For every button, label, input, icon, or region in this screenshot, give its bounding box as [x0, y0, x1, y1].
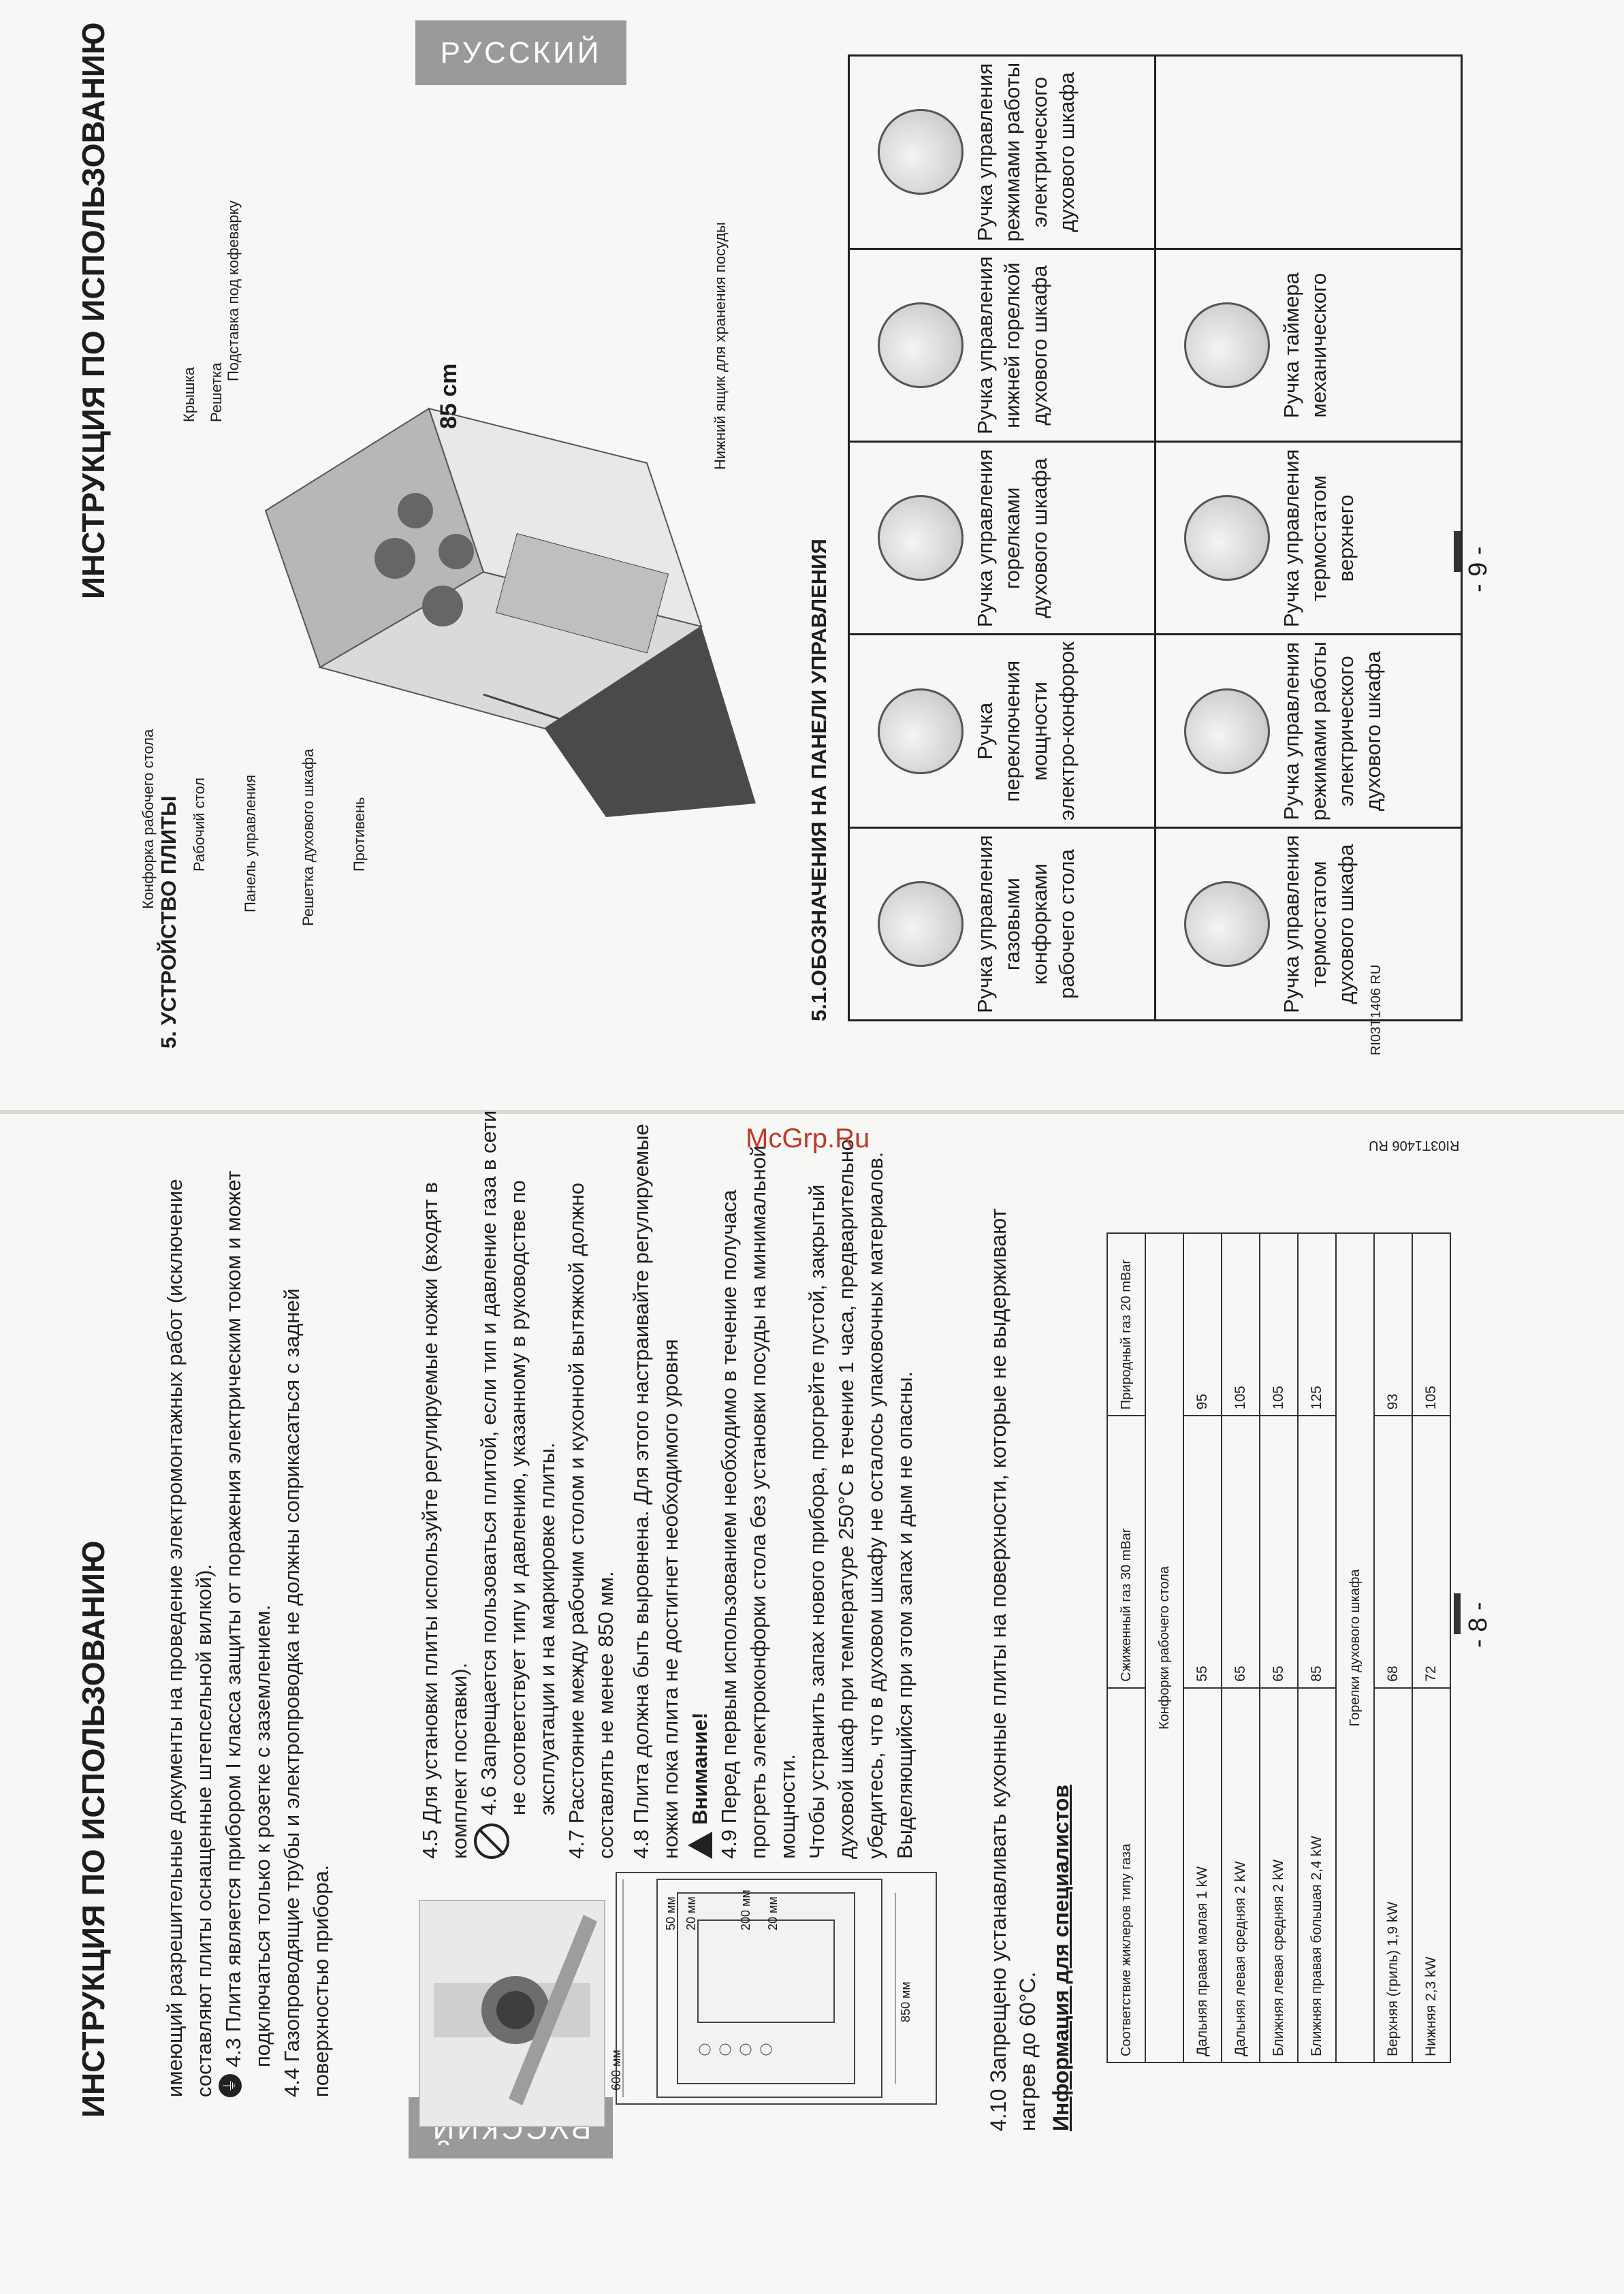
- knob-icon: [878, 302, 964, 388]
- ground-icon: ⏚: [219, 2074, 242, 2097]
- knob-row-1: [849, 56, 1156, 1021]
- header-ng: Природный газ 20 mBar: [1107, 1233, 1145, 1416]
- dim-20-a: 20 мм: [766, 1896, 780, 1930]
- label-control-panel: Панель управления: [242, 774, 259, 912]
- row-name: Дальняя левая средняя 2 kW: [1222, 1688, 1260, 2062]
- knob-cell: [849, 635, 1156, 828]
- section-oven-burners: Горелки духового шкафа: [1336, 1233, 1374, 2062]
- label-grate: Решетка: [208, 362, 225, 422]
- label-drawer: Нижний ящик для хранения посуды: [712, 222, 729, 470]
- cooker-drawing: [225, 286, 769, 817]
- row-name: Нижняя 2,3 kW: [1412, 1688, 1450, 2062]
- knob-label: Ручка управления нижней горелкой духового шкафа: [973, 256, 1051, 434]
- item-4-10: 4.10 Запрещено устанавливать кухонные плиты на поверхности, которые не выдерживают нагрев до 60°С.: [986, 1208, 1040, 2131]
- table-section-row: [1336, 1233, 1374, 2062]
- right-doc-code: RI03T1406 RU: [1369, 964, 1384, 1055]
- watermark: McGrp.Ru: [746, 1124, 870, 1153]
- row-ng: 93: [1374, 1233, 1412, 1416]
- knob-label: Ручка таймера механического: [1279, 272, 1331, 419]
- knob-label: Ручка управления режимами работы электрического духового шкафа: [1279, 641, 1385, 821]
- table-row: [1412, 1233, 1450, 2062]
- item-4-4: 4.4 Газопроводящие трубы и электропроводка не должны соприкасаться с задней поверхностью прибора.: [280, 1288, 333, 2097]
- row-name: Ближняя правая большая 2,4 kW: [1298, 1688, 1336, 2062]
- table-row: [1222, 1233, 1260, 2062]
- knob-icon: [878, 688, 964, 774]
- dim-20-b: 20 мм: [684, 1896, 698, 1930]
- knob-label: Ручка управления термостатом духового шкафа: [1279, 835, 1358, 1013]
- dim-200: 200 мм: [739, 1890, 752, 1930]
- left-doc-code: RI03T1406 RU: [1369, 1138, 1460, 1153]
- installation-diagram: [609, 1866, 943, 2111]
- item-4-3: ⏚ 4.3 Плита является прибором I класса защиты от поражения электрическим током и может подключаться только к розетке с заземлением.: [219, 1158, 277, 2097]
- knob-cell: [849, 249, 1156, 442]
- knob-cell: [849, 828, 1156, 1021]
- section-top-burners: Конфорки рабочего стола: [1145, 1233, 1183, 2062]
- knob-label: Ручка управления газовыми конфорками рабочего стола: [973, 835, 1079, 1013]
- knob-cell: [1156, 635, 1462, 828]
- language-tab-label: РУССКИЙ: [440, 35, 602, 69]
- left-bottom-block: [984, 1178, 1076, 2131]
- row-lpg: 65: [1222, 1416, 1260, 1688]
- item-4-6: 4.6 Запрещается пользоваться плитой, если тип и давление газа в сети не соответствует типу и давлению, указанному в руководстве по эксплуатации и на маркировке плиты.: [474, 1110, 562, 1859]
- right-page-number: - 9 -: [1464, 546, 1493, 592]
- left-middle-block: [415, 1110, 620, 1859]
- left-page-number: - 8 -: [1464, 1602, 1493, 1648]
- cooker-illustration: [225, 286, 769, 817]
- knob-table: [848, 54, 1463, 1021]
- row-ng: 105: [1222, 1233, 1260, 1416]
- left-intro-block: [160, 1158, 336, 2097]
- label-tray: Противень: [351, 797, 368, 872]
- row-name: Верхняя (гриль) 1,9 kW: [1374, 1688, 1412, 2062]
- header-nozzles: Соответствие жиклеров типу газа: [1107, 1688, 1145, 2062]
- knob-icon: [1184, 495, 1270, 581]
- language-tab-right: [415, 20, 626, 85]
- leg-illustration: [420, 1901, 604, 2126]
- row-name: Дальняя правая малая 1 kW: [1183, 1688, 1222, 2062]
- knob-label: Ручка управления горелками духового шкафа: [973, 449, 1051, 628]
- row-lpg: 65: [1260, 1416, 1298, 1688]
- right-page-title: ИНСТРУКЦИЯ ПО ИСПОЛЬЗОВАНИЮ: [76, 22, 111, 599]
- row-ng: 105: [1260, 1233, 1298, 1416]
- table-section-row: [1145, 1233, 1183, 2062]
- nozzle-table-wrapper: [1106, 1232, 1451, 2063]
- knob-cell: [849, 56, 1156, 249]
- table-row: [1183, 1233, 1222, 2062]
- table-header-row: [1107, 1233, 1145, 2062]
- dim-50: 50 мм: [664, 1896, 678, 1930]
- knob-cell-empty: [1156, 56, 1462, 249]
- section-51-heading: 5.1.ОБОЗНАЧЕНИЯ НА ПАНЕЛИ УПРАВЛЕНИЯ: [807, 539, 831, 1021]
- attention-line: Внимание!: [685, 1110, 714, 1859]
- intro-paragraph: имеющий разрешительные документы на проведение электромонтажных работ (исключение составляют плиты оснащенные штепсельной вилкой).: [163, 1179, 216, 2097]
- knob-cell: [1156, 442, 1462, 635]
- item-4-5: 4.5 Для установки плиты используйте регулируемые ножки (входят в комплект поставки).: [418, 1182, 471, 1859]
- knob-cell: [1156, 828, 1462, 1021]
- item-4-8: 4.8 Плита должна быть выровнена. Для этого настраивайте регулируемые ножки пока плита не достигнет необходимого уровня: [629, 1124, 682, 1859]
- row-lpg: 72: [1412, 1416, 1450, 1688]
- control-panel-legend: [848, 54, 1463, 1021]
- row-ng: 95: [1183, 1233, 1222, 1416]
- row-lpg: 55: [1183, 1416, 1222, 1688]
- specialists-heading: Информация для специалистов: [1049, 1784, 1073, 2131]
- table-row: [1374, 1233, 1412, 2062]
- table-row: [1260, 1233, 1298, 2062]
- label-cover: Крышка: [180, 367, 197, 422]
- knob-row-2: [1156, 56, 1462, 1021]
- adjustable-leg-image: [419, 1900, 605, 2127]
- row-name: Ближняя левая средняя 2 kW: [1260, 1688, 1298, 2062]
- knob-icon: [1184, 688, 1270, 774]
- nozzle-table: [1106, 1232, 1451, 2063]
- knob-label: Ручка переключения мощности электро-конфорок: [973, 641, 1079, 821]
- knob-label: Ручка управления режимами работы электрического духового шкафа: [973, 62, 1079, 242]
- item-4-7: 4.7 Расстояние между рабочим столом и кухонной вытяжкой должно составлять не менее 850 мм.: [564, 1182, 618, 1859]
- knob-icon: [878, 495, 964, 581]
- knob-label: Ручка управления термостатом верхнего: [1279, 449, 1358, 628]
- item-4-9-cont: Чтобы устранить запах нового прибора, прогрейте пустой, закрытый духовой шкаф при температуре 250°C в течение 1 часа, предварительно убедитесь, что в духовом шкафу не осталось упаковочных материалов. Выделяющийся при этом запах и дым не опасны.: [805, 1138, 917, 1859]
- label-burner: Конфорка рабочего стола: [140, 729, 157, 909]
- warning-icon: [688, 1832, 712, 1859]
- table-row: [1298, 1233, 1336, 2062]
- row-lpg: 85: [1298, 1416, 1336, 1688]
- knob-icon: [878, 109, 964, 195]
- row-lpg: 68: [1374, 1416, 1412, 1688]
- header-lpg: Сжиженный газ 30 mBar: [1107, 1416, 1145, 1688]
- dim-850: 850 мм: [899, 1981, 912, 2022]
- label-coffee-stand: Подставка под кофеварку: [225, 200, 242, 381]
- dim-600: 600 мм: [609, 2050, 623, 2090]
- label-worktop: Рабочий стол: [191, 777, 208, 872]
- row-ng: 105: [1412, 1233, 1450, 1416]
- knob-icon: [878, 881, 964, 967]
- item-4-9: 4.9 Перед первым использованием необходимо в течение получаса прогреть электроконфорки стола без установки посуды на минимальной мощности.: [717, 1145, 799, 1859]
- section-5-heading: 5. УСТРОЙСТВО ПЛИТЫ: [157, 795, 180, 1049]
- knob-icon: [1184, 302, 1270, 388]
- knob-cell: [849, 442, 1156, 635]
- prohibited-icon: [474, 1823, 509, 1859]
- left-page-number-bar: [1454, 1593, 1461, 1634]
- knob-cell: [1156, 249, 1462, 442]
- label-oven-rack: Решетка духового шкафа: [300, 748, 317, 926]
- left-lower-block: [626, 1110, 919, 1859]
- knob-icon: [1184, 881, 1270, 967]
- right-page-number-bar: [1454, 531, 1461, 572]
- left-page-title: ИНСТРУКЦИЯ ПО ИСПОЛЬЗОВАНИЮ: [76, 1540, 111, 2118]
- row-ng: 125: [1298, 1233, 1336, 1416]
- label-width: 85 cm: [436, 363, 462, 429]
